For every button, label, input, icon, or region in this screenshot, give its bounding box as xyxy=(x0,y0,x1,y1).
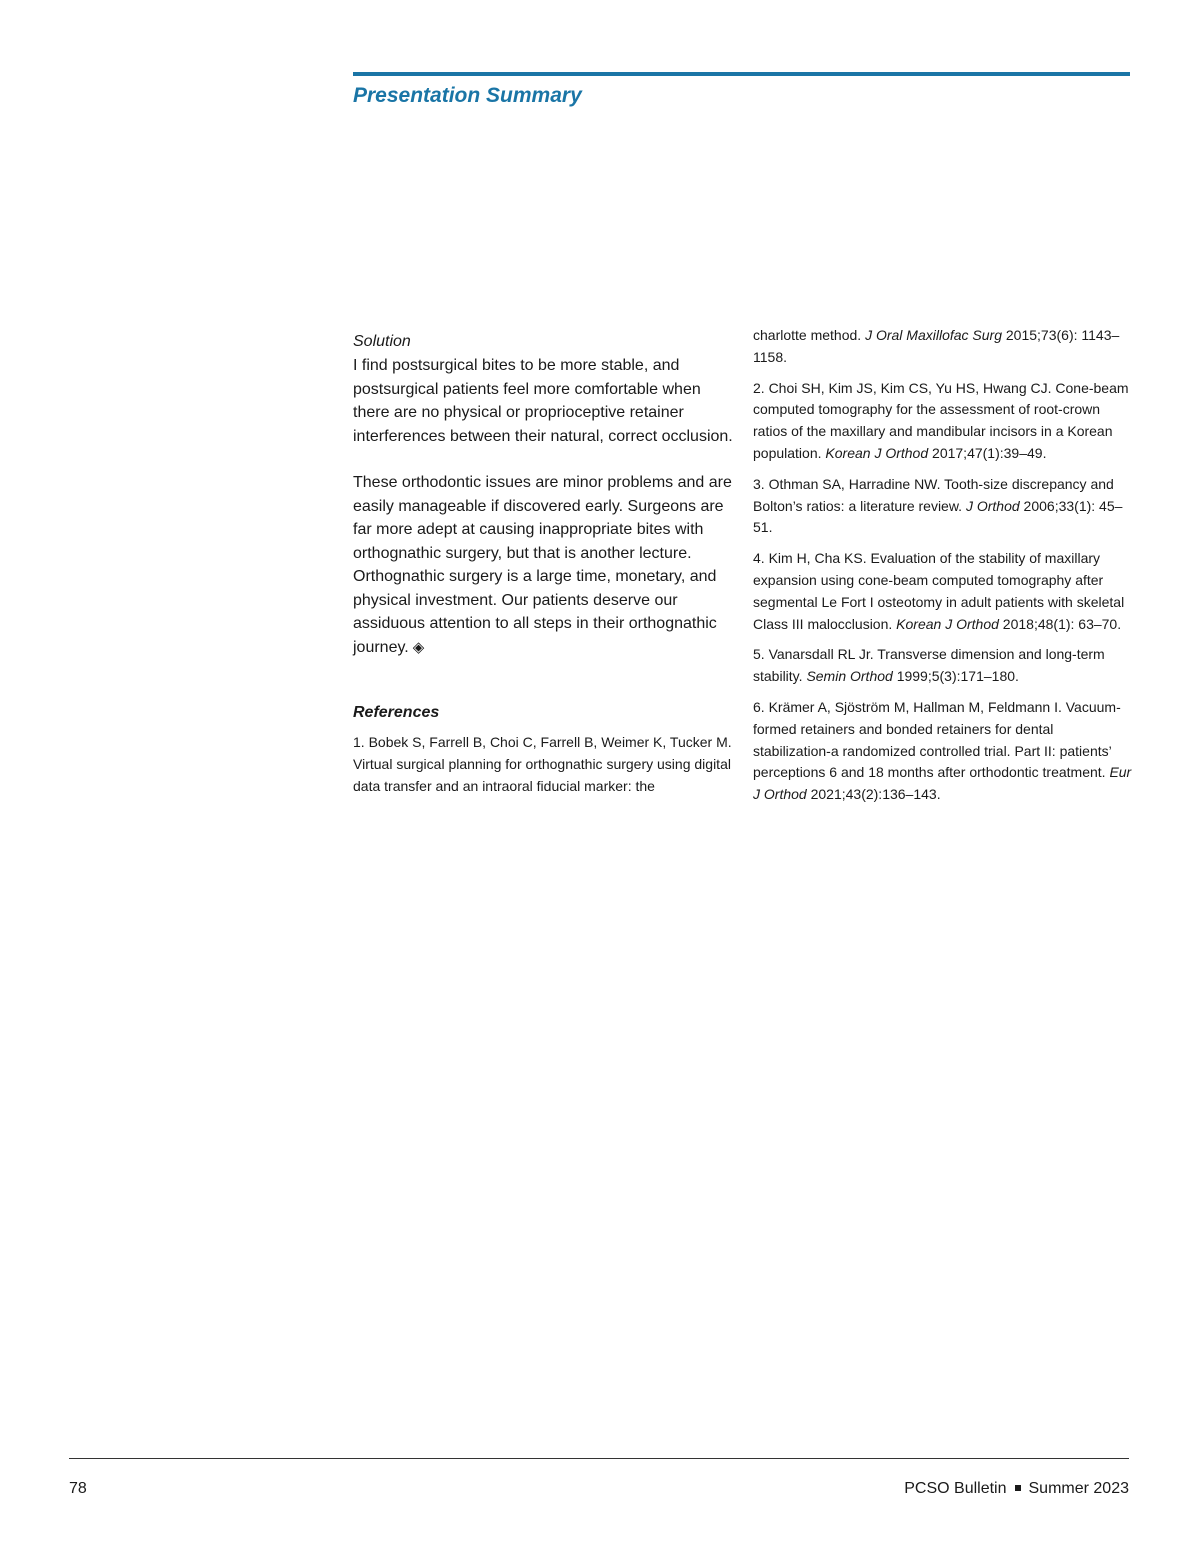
reference-4 xyxy=(753,548,1133,635)
footer-rule xyxy=(69,1458,1129,1459)
footer-separator-icon xyxy=(1015,1485,1021,1491)
reference-text: 2. Choi SH, Kim JS, Kim CS, Yu HS, Hwang CJ. Cone-beam computed tomography for the assessment of root-crown ratios of the maxillary and mandibular incisors in a Korean population. xyxy=(753,379,1129,461)
left-column xyxy=(353,331,733,806)
reference-journal: Eur J Orthod xyxy=(753,764,1132,803)
end-of-article-icon: ◈ xyxy=(412,638,425,656)
issue-date: Summer 2023 xyxy=(1028,1480,1129,1497)
reference-journal: J Orthod xyxy=(965,497,1020,514)
reference-1-continued-text: charlotte method. xyxy=(753,327,866,343)
reference-text: 6. Krämer A, Sjöström M, Hallman M, Feldmann I. Vacuum-formed retainers and bonded retainers for dental stabilization-a randomized controlled trial. Part II: patients’ perceptions 6 and 18 months after orthodontic treatment. xyxy=(753,698,1121,781)
reference-1-citation: 2015;73(6): 1143–1158. xyxy=(753,327,1120,365)
reference-5 xyxy=(753,644,1133,688)
page-number: 78 xyxy=(69,1480,87,1497)
solution-paragraph: I find postsurgical bites to be more stable, and postsurgical patients feel more comfortable when there are no physical or proprioceptive retainer interferences between their natural, correct occlusion. xyxy=(353,357,733,445)
conclusion-paragraph xyxy=(353,471,733,659)
references-heading: References xyxy=(353,704,440,721)
conclusion-text: These orthodontic issues are minor problems and are easily manageable if discovered early. Surgeons are far more adept at causing inappropriate bites with orthognathic surgery, but that is another lecture. Orthognathic surgery is a large time, monetary, and physical investment. Our patients deserve our assiduous attention to all steps in their orthognathic journey. xyxy=(353,474,732,656)
reference-2 xyxy=(753,378,1133,465)
reference-citation: 2021;43(2):136–143. xyxy=(806,786,941,803)
reference-citation: 2017;47(1):39–49. xyxy=(928,444,1047,461)
publication-name: PCSO Bulletin xyxy=(904,1480,1007,1497)
header-rule xyxy=(353,72,1130,76)
reference-3 xyxy=(753,474,1133,539)
reference-journal: Korean J Orthod xyxy=(825,444,929,461)
reference-citation: 1999;5(3):171–180. xyxy=(892,668,1019,685)
reference-text: 4. Kim H, Cha KS. Evaluation of the stability of maxillary expansion using cone-beam computed tomography after segmental Le Fort I osteotomy in adult patients with skeletal Class III malocclusion. xyxy=(753,550,1125,632)
reference-journal: Semin Orthod xyxy=(806,668,893,685)
solution-heading: Solution xyxy=(353,333,411,350)
reference-1-journal: J Oral Maxillofac Surg xyxy=(865,327,1002,343)
section-title: Presentation Summary xyxy=(353,84,582,107)
reference-citation: 2018;48(1): 63–70. xyxy=(998,615,1122,632)
right-column xyxy=(753,325,1133,815)
reference-journal: Korean J Orthod xyxy=(896,615,999,632)
footer-publication-info xyxy=(904,1480,1129,1498)
reference-citation: 2006;33(1): 45–51. xyxy=(753,497,1123,536)
reference-6 xyxy=(753,697,1133,806)
reference-text: 3. Othman SA, Harradine NW. Tooth-size discrepancy and Bolton’s ratios: a literature review. xyxy=(753,475,1114,514)
reference-text: 5. Vanarsdall RL Jr. Transverse dimension and long-term stability. xyxy=(753,646,1105,685)
reference-1: 1. Bobek S, Farrell B, Choi C, Farrell B, Weimer K, Tucker M. Virtual surgical planning for orthognathic surgery using digital data transfer and an intraoral fiducial marker: the xyxy=(353,734,732,794)
reference-1-continued xyxy=(753,325,1133,369)
